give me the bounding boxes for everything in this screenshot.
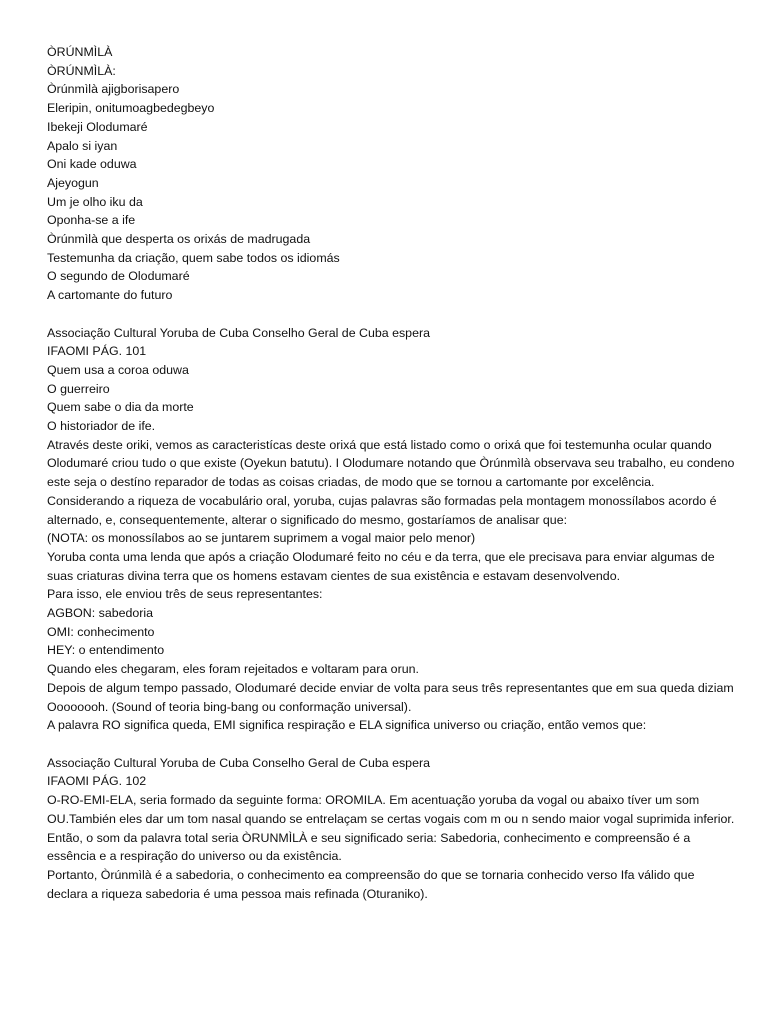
paragraph: Através deste oriki, vemos as caracteristícas deste orixá que está listado como o orixá que foi testemunha ocular quando Olodumaré criou tudo o que existe (Oyekun batutu). I Olodumare notando que Òrúnmìlà observava seu trabalho, eu condeno este seja o destíno reparador de todas as coisas criadas, de modo que se tornou a cartomante por excelência. <box>47 437 735 490</box>
text-line: HEY: o entendimento <box>47 643 165 658</box>
page-reference: IFAOMI PÁG. 101 <box>47 344 147 359</box>
text-line: O guerreiro <box>47 381 110 396</box>
poem-line: Um je olho iku da <box>47 194 143 209</box>
poem-line: A cartomante do futuro <box>47 288 173 303</box>
paragraph-gap <box>47 735 737 754</box>
text-line: Para isso, ele enviou três de seus representantes: <box>47 587 323 602</box>
section-heading: Associação Cultural Yoruba de Cuba Conselho Geral de Cuba espera <box>47 325 430 340</box>
section-page-102 <box>47 754 737 904</box>
poem-line: Oponha-se a ife <box>47 213 136 228</box>
paragraph: O-RO-EMI-ELA, seria formado da seguinte forma: OROMILA. Em acentuação yoruba da vogal ou abaixo tíver um som OU.También eles dar um tom nasal quando se entrelaçam se certas vogais com m ou n sendo maior vogal suprimida inferior. <box>47 793 735 826</box>
poem-line: O segundo de Olodumaré <box>47 269 190 284</box>
paragraph-gap <box>47 305 737 324</box>
paragraph: Portanto, Òrúnmìlà é a sabedoria, o conhecimento ea compreensão do que se tornaria conhecido verso Ifa válido que declara a riqueza sabedoria é uma pessoa mais refinada (Oturaniko). <box>47 867 695 901</box>
page-reference: IFAOMI PÁG. 102 <box>47 774 147 789</box>
poem-line: Ajeyogun <box>47 175 99 190</box>
text-line: Quem sabe o dia da morte <box>47 400 194 415</box>
text-line: AGBON: sabedoria <box>47 606 154 621</box>
paragraph: Yoruba conta uma lenda que após a criação Olodumaré feito no céu e da terra, que ele precisava para enviar algumas de suas criaturas divina terra que os homens estavam cientes de sua existência e estavam desenvolvendo. <box>47 549 715 583</box>
text-line: O historiador de ife. <box>47 419 156 434</box>
section-heading: Associação Cultural Yoruba de Cuba Conselho Geral de Cuba espera <box>47 755 430 770</box>
poem-line: Ibekeji Olodumaré <box>47 119 148 134</box>
poem-line: Òrúnmìlà que desperta os orixás de madrugada <box>47 232 311 247</box>
text-line: (NOTA: os monossílabos ao se juntarem suprimem a vogal maior pelo menor) <box>47 531 476 546</box>
doc-title: ÒRÚNMÌLÀ <box>47 45 113 59</box>
poem-line: Oni kade oduwa <box>47 157 137 172</box>
text-line: A palavra RO significa queda, EMI significa respiração e ELA significa universo ou criação, então vemos que: <box>47 718 647 733</box>
poem-line: Apalo si iyan <box>47 138 118 153</box>
doc-subtitle: ÒRÚNMÌLÀ: <box>47 63 116 78</box>
paragraph: Então, o som da palavra total seria ÒRUNMÌLÀ e seu significado seria: Sabedoria, conhecimento e compreensão é a essência e a respiração do universo ou da existência. <box>47 830 691 864</box>
document-page <box>47 43 737 903</box>
text-line: Quando eles chegaram, eles foram rejeitados e voltaram para orun. <box>47 662 419 677</box>
poem-line: Eleripin, onitumoagbedegbeyo <box>47 101 215 116</box>
paragraph: Considerando a riqueza de vocabulário oral, yoruba, cujas palavras são formadas pela montagem monossílabos acordo é alternado, e, consequentemente, alterar o significado do mesmo, gostaríamos de analisar que: <box>47 493 717 527</box>
poem-line: Òrúnmìlà ajigborisapero <box>47 82 180 97</box>
poem-line: Testemunha da criação, quem sabe todos os idiomás <box>47 250 340 265</box>
paragraph: Depois de algum tempo passado, Olodumaré decide enviar de volta para seus três representantes que em sua queda diziam Oooooooh. (Sound of teoria bing-bang ou conformação universal). <box>47 680 734 714</box>
section-page-101 <box>47 324 737 735</box>
poem-block <box>47 43 737 305</box>
text-line: OMI: conhecimento <box>47 624 155 639</box>
text-line: Quem usa a coroa oduwa <box>47 362 189 377</box>
